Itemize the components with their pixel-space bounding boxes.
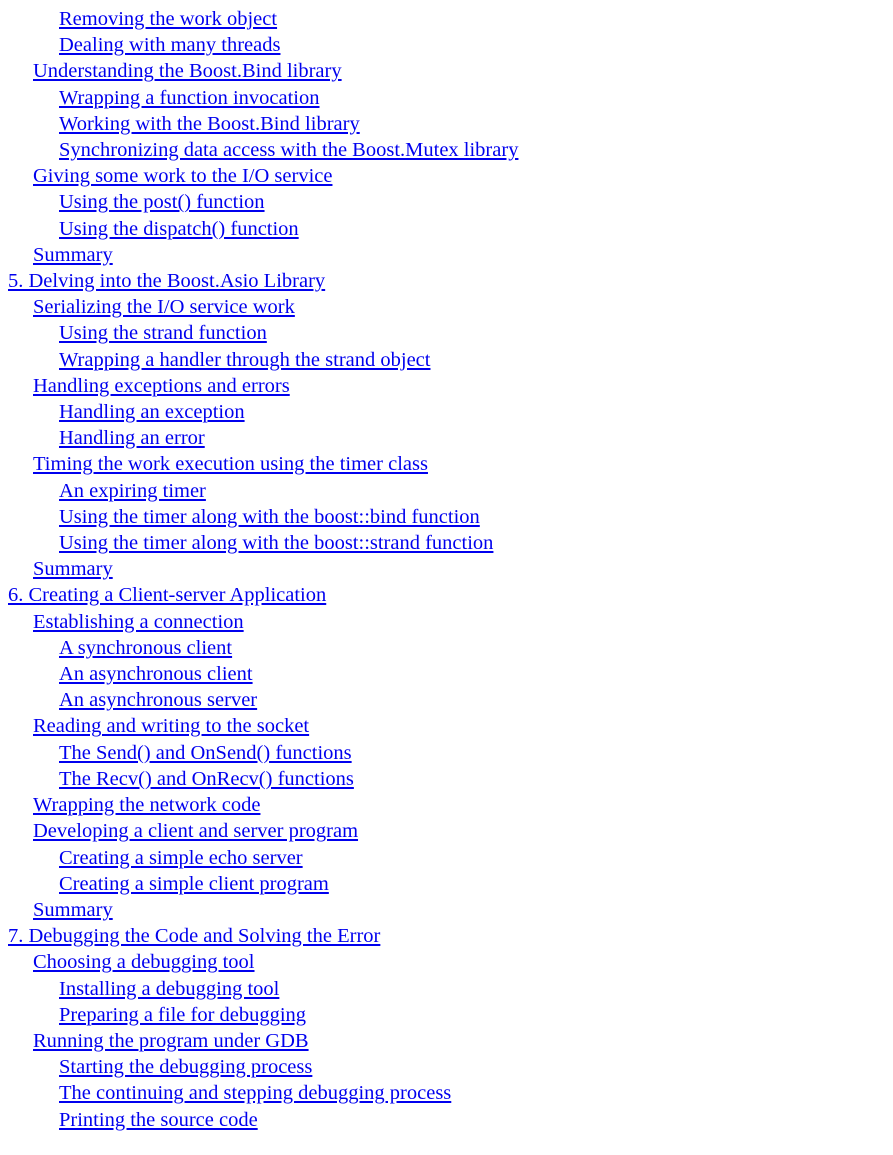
toc-item xyxy=(8,740,518,766)
toc-item xyxy=(8,111,518,137)
toc-section-link[interactable]: Starting the debugging process xyxy=(59,1056,313,1079)
toc-section-link[interactable]: Using the strand function xyxy=(59,322,267,345)
toc-section-link[interactable]: Using the timer along with the boost::bind function xyxy=(59,505,480,528)
toc-item xyxy=(8,189,518,215)
toc-section-link[interactable]: The Recv() and OnRecv() functions xyxy=(59,767,354,790)
toc-item xyxy=(8,635,518,661)
toc-section-link[interactable]: Choosing a debugging tool xyxy=(33,951,255,974)
toc-section-link[interactable]: Developing a client and server program xyxy=(33,820,359,843)
toc-section-link[interactable]: An asynchronous client xyxy=(59,663,253,686)
toc-section-link[interactable]: Printing the source code xyxy=(59,1108,258,1131)
table-of-contents xyxy=(8,6,518,1133)
toc-item xyxy=(8,818,518,844)
toc-item xyxy=(8,530,518,556)
toc-section-link[interactable]: The continuing and stepping debugging process xyxy=(59,1082,452,1105)
toc-section-link[interactable]: Wrapping the network code xyxy=(33,794,261,817)
toc-section-link[interactable]: Serializing the I/O service work xyxy=(33,296,295,319)
toc-item xyxy=(8,976,518,1002)
toc-section-link[interactable]: Creating a simple client program xyxy=(59,872,329,895)
toc-section-link[interactable]: An expiring timer xyxy=(59,479,206,502)
toc-section-link[interactable]: The Send() and OnSend() functions xyxy=(59,741,352,764)
toc-item xyxy=(8,949,518,975)
toc-section-link[interactable]: Installing a debugging tool xyxy=(59,977,280,1000)
toc-item xyxy=(8,687,518,713)
toc-item xyxy=(8,609,518,635)
toc-section-link[interactable]: Summary xyxy=(33,898,113,921)
toc-item xyxy=(8,556,518,582)
toc-item xyxy=(8,425,518,451)
toc-section-link[interactable]: Dealing with many threads xyxy=(59,34,281,57)
toc-chapter-link[interactable]: 6. Creating a Client-server Application xyxy=(8,584,327,607)
toc-section-link[interactable]: Giving some work to the I/O service xyxy=(33,165,333,188)
toc-section-link[interactable]: Summary xyxy=(33,243,113,266)
toc-item xyxy=(8,163,518,189)
toc-item xyxy=(8,661,518,687)
toc-item xyxy=(8,1107,518,1133)
toc-section-link[interactable]: Running the program under GDB xyxy=(33,1029,309,1052)
toc-item xyxy=(8,478,518,504)
toc-section-link[interactable]: Using the timer along with the boost::strand function xyxy=(59,532,494,555)
toc-item xyxy=(8,766,518,792)
toc-item xyxy=(8,347,518,373)
toc-item xyxy=(8,320,518,346)
toc-item xyxy=(8,1054,518,1080)
toc-section-link[interactable]: Preparing a file for debugging xyxy=(59,1003,307,1026)
toc-section-link[interactable]: Understanding the Boost.Bind library xyxy=(33,60,342,83)
toc-item xyxy=(8,399,518,425)
toc-section-link[interactable]: Handling exceptions and errors xyxy=(33,374,290,397)
toc-item xyxy=(8,373,518,399)
toc-item xyxy=(8,451,518,477)
toc-item xyxy=(8,923,518,949)
toc-item xyxy=(8,242,518,268)
toc-section-link[interactable]: Establishing a connection xyxy=(33,610,244,633)
toc-section-link[interactable]: Handling an exception xyxy=(59,401,245,424)
toc-item xyxy=(8,6,518,32)
toc-item xyxy=(8,582,518,608)
toc-section-link[interactable]: Handling an error xyxy=(59,427,205,450)
toc-section-link[interactable]: Synchronizing data access with the Boost.Mutex library xyxy=(59,139,519,162)
toc-section-link[interactable]: Removing the work object xyxy=(59,8,278,30)
toc-item xyxy=(8,845,518,871)
toc-section-link[interactable]: Timing the work execution using the timer class xyxy=(33,453,428,476)
toc-item xyxy=(8,1002,518,1028)
toc-chapter-link[interactable]: 7. Debugging the Code and Solving the Error xyxy=(8,925,381,948)
toc-item xyxy=(8,32,518,58)
toc-section-link[interactable]: Wrapping a function invocation xyxy=(59,86,320,109)
toc-section-link[interactable]: Creating a simple echo server xyxy=(59,846,303,869)
toc-item xyxy=(8,504,518,530)
toc-section-link[interactable]: An asynchronous server xyxy=(59,689,258,712)
toc-item xyxy=(8,871,518,897)
toc-item xyxy=(8,58,518,84)
toc-section-link[interactable]: Wrapping a handler through the strand object xyxy=(59,348,431,371)
toc-item xyxy=(8,137,518,163)
toc-item xyxy=(8,85,518,111)
toc-item xyxy=(8,1080,518,1106)
toc-section-link[interactable]: Using the post() function xyxy=(59,191,265,214)
toc-item xyxy=(8,1028,518,1054)
toc-item xyxy=(8,268,518,294)
toc-item xyxy=(8,294,518,320)
toc-item xyxy=(8,792,518,818)
toc-section-link[interactable]: Working with the Boost.Bind library xyxy=(59,112,360,135)
toc-section-link[interactable]: Reading and writing to the socket xyxy=(33,715,310,738)
toc-item xyxy=(8,897,518,923)
toc-section-link[interactable]: Using the dispatch() function xyxy=(59,217,299,240)
toc-section-link[interactable]: Summary xyxy=(33,558,113,581)
toc-item xyxy=(8,216,518,242)
toc-chapter-link[interactable]: 5. Delving into the Boost.Asio Library xyxy=(8,270,326,293)
toc-item xyxy=(8,713,518,739)
toc-section-link[interactable]: A synchronous client xyxy=(59,636,233,659)
